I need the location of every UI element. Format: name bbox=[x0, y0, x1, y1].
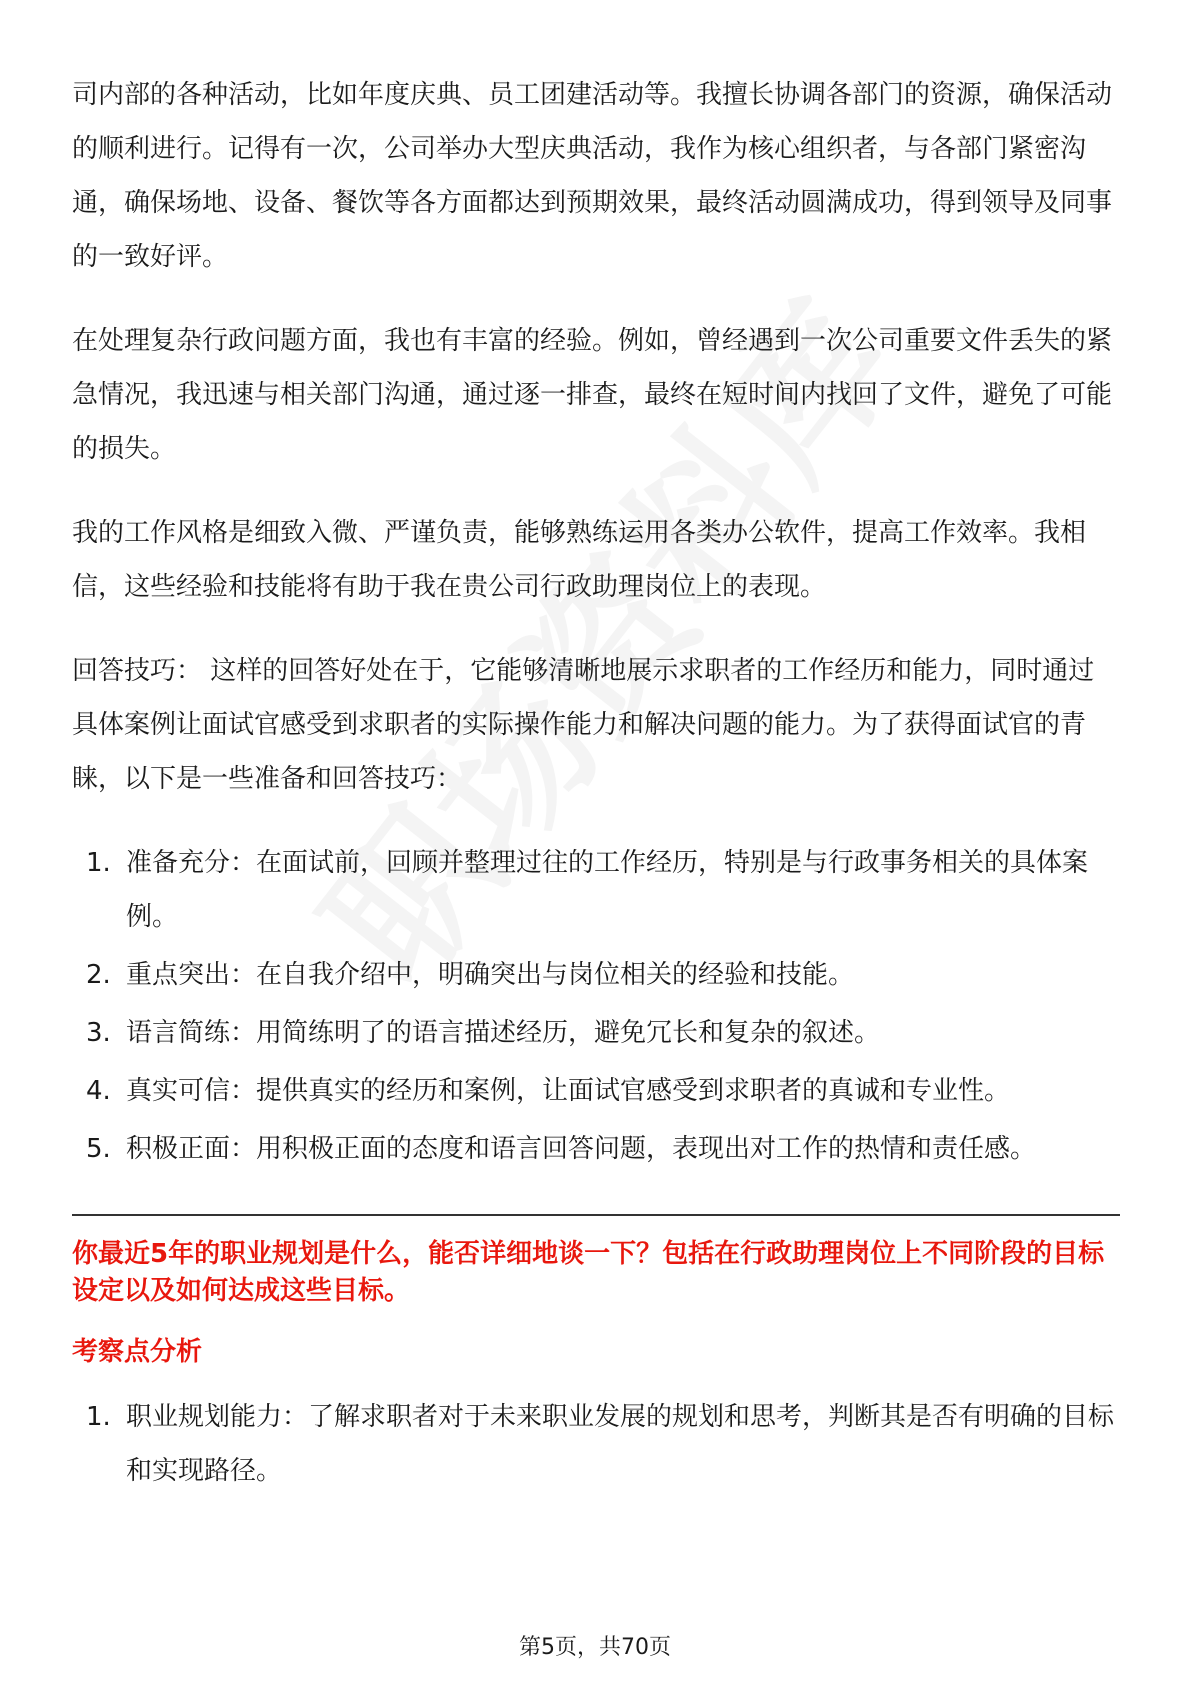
section-divider bbox=[72, 1214, 1120, 1216]
page-number: 第5页，共70页 bbox=[519, 1635, 671, 1660]
list-item bbox=[72, 1390, 1120, 1498]
list-item bbox=[72, 836, 1120, 944]
list-item-text: 语言简练：用简练明了的语言描述经历，避免冗长和复杂的叙述。 bbox=[126, 1018, 881, 1048]
list-item bbox=[72, 948, 1120, 1002]
list-item bbox=[72, 1064, 1120, 1118]
paragraph-3: 我的工作风格是细致入微、严谨负责，能够熟练运用各类办公软件，提高工作效率。我相信，这些经验和技能将有助于我在贵公司行政助理岗位上的表现。 bbox=[72, 518, 1087, 602]
analysis-list bbox=[72, 1390, 1120, 1498]
paragraph-2: 在处理复杂行政问题方面，我也有丰富的经验。例如，曾经遇到一次公司重要文件丢失的紧急情况，我迅速与相关部门沟通，通过逐一排查，最终在短时间内找回了文件，避免了可能的损失。 bbox=[72, 326, 1113, 464]
list-number: 1. bbox=[86, 1402, 111, 1432]
interview-question: 你最近5年的职业规划是什么，能否详细地谈一下？包括在行政助理岗位上不同阶段的目标设定以及如何达成这些目标。 bbox=[72, 1239, 1105, 1306]
paragraph-1: 司内部的各种活动，比如年度庆典、员工团建活动等。我擅长协调各部门的资源，确保活动的顺利进行。记得有一次，公司举办大型庆典活动，我作为核心组织者，与各部门紧密沟通，确保场地、设备、餐饮等各方面都达到预期效果，最终活动圆满成功，得到领导及同事的一致好评。 bbox=[72, 80, 1113, 272]
document-page bbox=[72, 68, 1120, 1502]
list-number: 4. bbox=[86, 1076, 111, 1106]
list-item bbox=[72, 1122, 1120, 1176]
list-number: 1. bbox=[86, 848, 111, 878]
list-item-text: 真实可信：提供真实的经历和案例，让面试官感受到求职者的真诚和专业性。 bbox=[126, 1076, 1011, 1106]
list-item-text: 重点突出：在自我介绍中，明确突出与岗位相关的经验和技能。 bbox=[126, 960, 855, 990]
list-item-text: 准备充分：在面试前，回顾并整理过往的工作经历，特别是与行政事务相关的具体案例。 bbox=[126, 848, 1089, 932]
tips-list bbox=[72, 836, 1120, 1176]
section-title: 考察点分析 bbox=[72, 1337, 203, 1367]
list-number: 3. bbox=[86, 1018, 111, 1048]
answer-tips-paragraph: 回答技巧： 这样的回答好处在于，它能够清晰地展示求职者的工作经历和能力，同时通过具体案例让面试官感受到求职者的实际操作能力和解决问题的能力。为了获得面试官的青睐，以下是一些准备和回答技巧： bbox=[72, 656, 1095, 794]
list-item-text: 积极正面：用积极正面的态度和语言回答问题，表现出对工作的热情和责任感。 bbox=[126, 1134, 1037, 1164]
list-item bbox=[72, 1006, 1120, 1060]
list-item-text: 职业规划能力：了解求职者对于未来职业发展的规划和思考，判断其是否有明确的目标和实现路径。 bbox=[126, 1402, 1115, 1486]
list-number: 5. bbox=[86, 1134, 111, 1164]
list-number: 2. bbox=[86, 960, 111, 990]
